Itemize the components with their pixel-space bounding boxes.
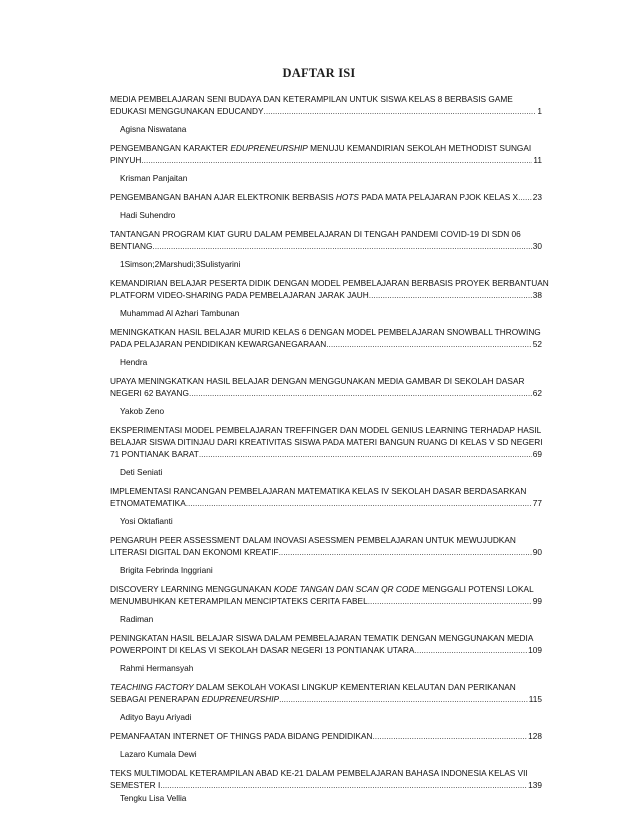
toc-title-line	[110, 583, 542, 595]
toc-page-number: 62	[532, 388, 542, 398]
dot-leader	[152, 240, 531, 252]
toc-title-line	[110, 693, 542, 705]
toc-page-number: 90	[532, 547, 542, 557]
toc-entry[interactable]	[110, 534, 542, 576]
toc-title-segment: PENGEMBANGAN BAHAN AJAR ELEKTRONIK BERBASIS	[110, 192, 336, 202]
toc-title-segment: LITERASI DIGITAL DAN EKONOMI KREATIF	[110, 547, 279, 557]
table-of-contents	[110, 93, 549, 804]
toc-title-segment: TANTANGAN PROGRAM KIAT GURU DALAM PEMBELAJARAN DI TENGAH PANDEMI COVID-19 DI SDN 06	[110, 229, 521, 239]
toc-entry-title[interactable]	[110, 326, 542, 350]
dot-leader	[279, 546, 532, 558]
toc-title-text	[110, 277, 549, 289]
toc-entry-author: Yakob Zeno	[120, 406, 165, 416]
toc-title-segment: SEBAGAI PENERAPAN	[110, 694, 202, 704]
toc-title-text	[110, 779, 160, 791]
toc-title-line	[110, 93, 542, 105]
toc-title-line	[110, 644, 542, 656]
toc-title-text	[110, 632, 533, 644]
toc-title-italic: TEACHING FACTORY	[110, 682, 194, 692]
toc-entry-author: Muhammad Al Azhari Tambunan	[120, 308, 240, 318]
page-title: DAFTAR ISI	[282, 66, 356, 80]
toc-title-line	[110, 681, 542, 693]
toc-title-segment: PADA PELAJARAN PENDIDIKAN KEWARGANEGARAAN	[110, 339, 327, 349]
toc-title-italic: EDUPRENEURSHIP	[201, 694, 280, 704]
toc-title-line	[110, 534, 542, 546]
toc-entry-author: 1Simson;2Marshudi;3Sulistyarini	[120, 259, 241, 269]
toc-title-text	[110, 730, 372, 742]
toc-page-number: 38	[532, 290, 542, 300]
toc-entry[interactable]	[110, 681, 542, 723]
toc-page-number: 30	[532, 241, 542, 251]
toc-title-segment: IMPLEMENTASI RANCANGAN PEMBELAJARAN MATEMATIKA KELAS IV SEKOLAH DASAR BERDASARKAN	[110, 486, 527, 496]
toc-page-number: 11	[533, 155, 542, 165]
toc-title-line	[110, 424, 542, 436]
toc-entry[interactable]	[110, 326, 542, 368]
dot-leader	[368, 595, 532, 607]
dot-leader	[372, 730, 527, 742]
toc-title-line	[110, 338, 542, 350]
toc-entry-title[interactable]	[110, 228, 542, 252]
toc-title-line	[110, 375, 542, 387]
toc-title-line	[110, 105, 542, 117]
toc-title-line	[110, 289, 542, 301]
toc-entry-title[interactable]	[110, 730, 542, 742]
toc-title-italic: KODE TANGAN DAN SCAN QR CODE	[273, 584, 420, 594]
toc-entry[interactable]	[110, 375, 542, 417]
toc-title-segment: DALAM SEKOLAH VOKASI LINGKUP KEMENTERIAN KELAUTAN DAN PERIKANAN	[193, 682, 516, 692]
toc-title-segment: ETNOMATEMATIKA	[110, 498, 186, 508]
toc-title-text	[110, 534, 516, 546]
toc-title-text	[110, 289, 369, 301]
toc-title-text	[110, 436, 543, 448]
toc-entry[interactable]	[110, 142, 542, 184]
toc-title-segment: PENGARUH PEER ASSESSMENT DALAM INOVASI ASESSMEN PEMBELAJARAN UNTUK MEWUJUDKAN	[110, 535, 516, 545]
toc-title-text	[110, 448, 199, 460]
toc-page-number: 69	[532, 449, 542, 459]
toc-title-segment: 71 PONTIANAK BARAT	[110, 449, 199, 459]
toc-title-segment: POWERPOINT DI KELAS VI SEKOLAH DASAR NEGERI 13 PONTIANAK UTARA	[110, 645, 415, 655]
toc-page-number: 128	[528, 731, 542, 741]
toc-title-line	[110, 632, 542, 644]
toc-title-text	[110, 767, 528, 779]
toc-entry-author: Hendra	[120, 357, 148, 367]
toc-entry-title[interactable]	[110, 142, 542, 166]
toc-title-text	[110, 326, 541, 338]
toc-entry-author: Rahmi Hermansyah	[120, 663, 194, 673]
toc-entry[interactable]	[110, 767, 542, 804]
toc-title-line	[110, 497, 542, 509]
toc-entry[interactable]	[110, 93, 542, 135]
dot-leader	[189, 387, 532, 399]
toc-title-text	[110, 338, 326, 350]
toc-entry-author: Hadi Suhendro	[120, 210, 176, 220]
toc-title-text	[110, 387, 189, 399]
toc-title-segment: MENUJU KEMANDIRIAN SEKOLAH METHODIST SUNGAI	[307, 143, 532, 153]
toc-entry-author: Adityo Bayu Ariyadi	[120, 712, 192, 722]
toc-title-line	[110, 387, 542, 399]
toc-title-segment: SEMESTER I	[110, 780, 161, 790]
toc-title-line	[110, 436, 542, 448]
toc-entry-author: Tengku Lisa Vellia	[120, 793, 187, 803]
toc-title-segment: PEMANFAATAN INTERNET OF THINGS PADA BIDANG PENDIDIKAN	[110, 731, 373, 741]
toc-title-segment: EKSPERIMENTASI MODEL PEMBELAJARAN TREFFINGER DAN MODEL GENIUS LEARNING TERHADAP HASIL	[110, 425, 542, 435]
dot-leader	[326, 338, 532, 350]
toc-title-line	[110, 142, 542, 154]
toc-page-number: 99	[532, 596, 542, 606]
toc-entry-author: Yosi Oktafianti	[120, 516, 173, 526]
toc-title-line	[110, 154, 542, 166]
toc-title-line	[110, 240, 542, 252]
toc-title-text	[110, 497, 186, 509]
toc-title-line	[110, 326, 542, 338]
toc-page-number: 77	[532, 498, 542, 508]
toc-title-text	[110, 154, 141, 166]
toc-title-segment: PENINGKATAN HASIL BELAJAR SISWA DALAM PEMBELAJARAN TEMATIK DENGAN MENGGUNAKAN MEDIA	[110, 633, 534, 643]
dot-leader	[160, 779, 527, 791]
toc-entry[interactable]	[110, 191, 542, 221]
toc-title-segment: PENGEMBANGAN KARAKTER	[110, 143, 231, 153]
dot-leader	[279, 693, 528, 705]
toc-page-number: 52	[532, 339, 542, 349]
toc-title-segment: DISCOVERY LEARNING MENGGUNAKAN	[110, 584, 274, 594]
toc-title-segment: BELAJAR SISWA DITINJAU DARI KREATIVITAS SISWA PADA MATERI BANGUN RUANG DI KELAS V SD NEGERI	[110, 437, 543, 447]
toc-title-text	[110, 375, 524, 387]
toc-title-text	[110, 546, 279, 558]
toc-title-text	[110, 681, 516, 693]
toc-page-number: 23	[532, 192, 542, 202]
dot-leader	[199, 448, 532, 460]
toc-page-number: 109	[528, 645, 542, 655]
toc-entry[interactable]	[110, 277, 549, 319]
toc-title-line	[110, 767, 542, 779]
toc-entry-title[interactable]	[110, 632, 542, 656]
toc-entry-author: Brigita Febrinda Inggriani	[120, 565, 213, 575]
toc-title-text	[110, 191, 518, 203]
toc-title-line	[110, 779, 542, 791]
toc-title-segment: MENINGKATKAN HASIL BELAJAR MURID KELAS 6 DENGAN MODEL PEMBELAJARAN SNOWBALL THROWING	[110, 327, 541, 337]
toc-page-number: 115	[528, 694, 542, 704]
toc-entry[interactable]	[110, 228, 542, 270]
toc-entry[interactable]	[110, 583, 542, 625]
toc-title-line	[110, 277, 549, 289]
toc-title-segment: NEGERI 62 BAYANG	[110, 388, 189, 398]
toc-title-segment: MENUMBUHKAN KETERAMPILAN MENCIPTATEKS CERITA FABEL	[110, 596, 368, 606]
toc-entry-author: Agisna Niswatana	[120, 124, 187, 134]
toc-title-segment: MENGGALI POTENSI LOKAL	[419, 584, 534, 594]
toc-entry-title[interactable]	[110, 424, 542, 460]
dot-leader	[414, 644, 527, 656]
toc-title-line	[110, 191, 542, 203]
toc-entry-title[interactable]	[110, 681, 542, 705]
dot-leader	[141, 154, 532, 166]
dot-leader	[369, 289, 532, 301]
toc-title-line	[110, 595, 542, 607]
toc-entry-title[interactable]	[110, 191, 542, 203]
toc-entry-author: Krisman Panjaitan	[120, 173, 188, 183]
toc-entry-title[interactable]	[110, 583, 542, 607]
toc-title-segment: TEKS MULTIMODAL KETERAMPILAN ABAD KE-21 DALAM PEMBELAJARAN BAHASA INDONESIA KELAS VII	[110, 768, 528, 778]
toc-title-italic: HOTS	[335, 192, 359, 202]
toc-title-segment: BENTIANG	[110, 241, 153, 251]
toc-title-line	[110, 228, 542, 240]
dot-leader	[186, 497, 532, 509]
toc-entry-author: Deti Seniati	[120, 467, 163, 477]
toc-entry[interactable]	[110, 485, 542, 527]
toc-title-text	[110, 93, 513, 105]
toc-entry-title[interactable]	[110, 375, 542, 399]
toc-title-line	[110, 730, 542, 742]
toc-title-line	[110, 546, 542, 558]
toc-entry[interactable]	[110, 730, 542, 760]
toc-page-number: 139	[528, 780, 542, 790]
toc-entry[interactable]	[110, 424, 542, 478]
toc-title-segment: UPAYA MENINGKATKAN HASIL BELAJAR DENGAN MENGGUNAKAN MEDIA GAMBAR DI SEKOLAH DASAR	[110, 376, 525, 386]
toc-entry-author: Lazaro Kumala Dewi	[120, 749, 197, 759]
toc-title-line	[110, 448, 542, 460]
toc-title-italic: EDUPRENEURSHIP	[230, 143, 308, 153]
toc-title-text	[110, 644, 414, 656]
toc-title-text	[110, 693, 279, 705]
toc-title-text	[110, 228, 521, 240]
toc-title-text	[110, 595, 368, 607]
toc-title-text	[110, 583, 534, 595]
toc-title-segment: KEMANDIRIAN BELAJAR PESERTA DIDIK DENGAN MODEL PEMBELAJARAN BERBASIS PROYEK BERBANTUAN	[110, 278, 549, 288]
toc-entry-title[interactable]	[110, 277, 549, 301]
toc-title-segment: EDUKASI MENGGUNAKAN EDUCANDY	[110, 106, 264, 116]
toc-title-segment: PLATFORM VIDEO-SHARING PADA PEMBELAJARAN JARAK JAUH	[110, 290, 369, 300]
toc-title-segment: PINYUH	[110, 155, 142, 165]
toc-title-line	[110, 485, 542, 497]
toc-title-text	[110, 240, 152, 252]
dot-leader	[518, 191, 532, 203]
toc-entry-title[interactable]	[110, 534, 542, 558]
toc-entry-title[interactable]	[110, 485, 542, 509]
toc-entry-title[interactable]	[110, 767, 542, 791]
toc-entry-title[interactable]	[110, 93, 542, 117]
toc-entry-author: Radiman	[120, 614, 154, 624]
toc-title-segment: MEDIA PEMBELAJARAN SENI BUDAYA DAN KETERAMPILAN UNTUK SISWA KELAS 8 BERBASIS GAME	[110, 94, 513, 104]
toc-page-number: 1	[537, 106, 542, 116]
toc-title-text	[110, 424, 541, 436]
toc-entry[interactable]	[110, 632, 542, 674]
dot-leader	[264, 105, 537, 117]
toc-title-text	[110, 485, 526, 497]
toc-title-segment: PADA MATA PELAJARAN PJOK KELAS X	[358, 192, 519, 202]
toc-title-text	[110, 105, 264, 117]
toc-title-text	[110, 142, 531, 154]
